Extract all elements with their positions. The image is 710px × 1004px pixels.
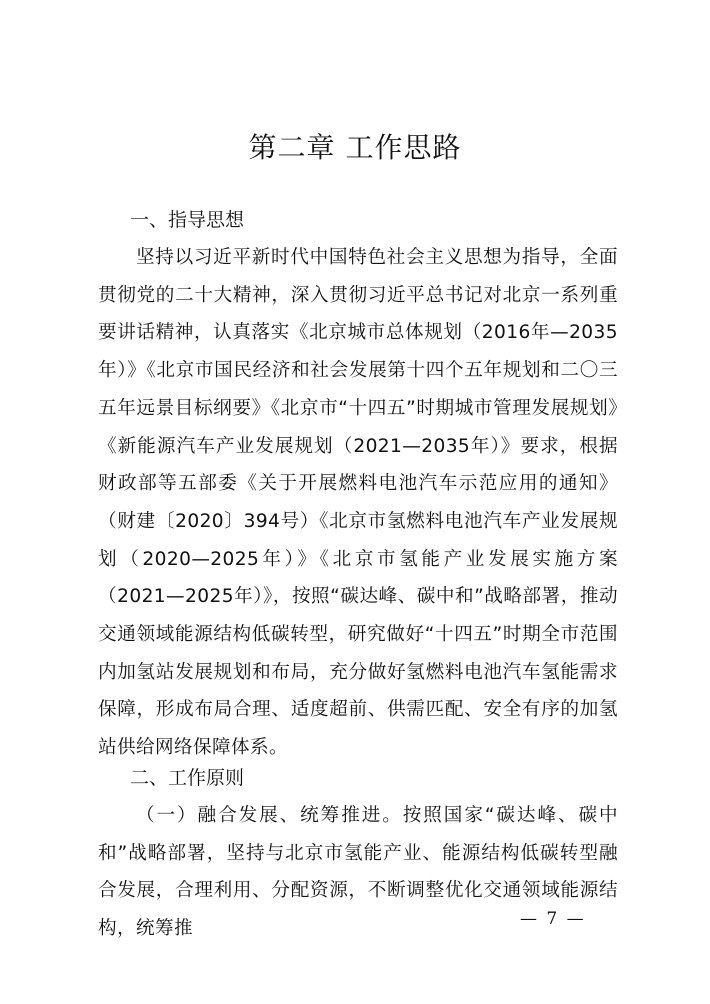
section-paragraph-work-principles: （一）融合发展、统筹推进。按照国家“碳达峰、碳中和”战略部署，坚持与北京市氢能产业、能源结构低碳转型融合发展，合理利用、分配资源，不断调整优化交通领域能源结构，统筹推: [98, 805, 618, 940]
section-heading-guiding-ideology: 一、指导思想: [130, 209, 245, 231]
section-paragraph-guiding-ideology: 坚持以习近平新时代中国特色社会主义思想为指导，全面贯彻党的二十大精神，深入贯彻习近平总书记对北京一系列重要讲话精神，认真落实《北京城市总体规划（2016年—2035年）》《北京市国民经济和社会发展第十四个五年规划和二〇三五年远景目标纲要》《北京市“十四五”时期城市管理发展规划》《新能源汽车产业发展规划（2021—2035年）》要求，根据财政部等五部委《关于开展燃料电池汽车示范应用的通知》（财建〔2020〕394号）《北京市氢燃料电池汽车产业发展规划（2020—2025年）》《北京市氢能产业发展实施方案（2021—2025年）》，按照“碳达峰、碳中和”战略部署，推动交通领域能源结构低碳转型，研究做好“十四五”时期全市范围内加氢站发展规划和布局，充分做好氢燃料电池汽车氢能需求保障，形成布局合理、适度超前、供需匹配、安全有序的加氢站供给网络保障体系。: [98, 247, 618, 759]
chapter-title: 第二章 工作思路: [248, 131, 462, 164]
section-heading-work-principles: 二、工作原则: [130, 767, 245, 789]
page-number: — 7 —: [520, 909, 586, 929]
